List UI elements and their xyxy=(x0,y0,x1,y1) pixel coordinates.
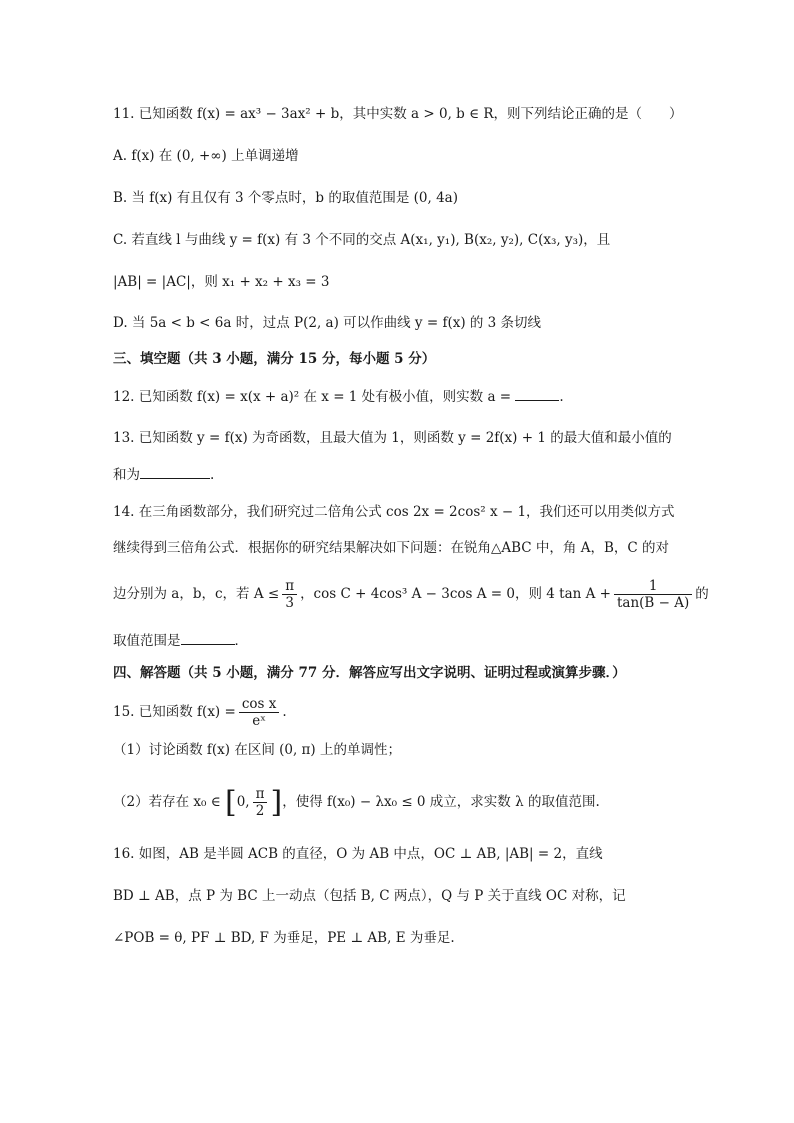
q11-option-c-line1: C. 若直线 l 与曲线 y = f(x) 有 3 个不同的交点 A(x₁, y₁), B(x₂, y₂), C(x₃, y₃)，且 xyxy=(113,232,611,248)
q15-fraction-pi-over-2 xyxy=(253,786,268,819)
q14-line2: 继续得到三倍角公式．根据你的研究结果解决如下问题：在锐角△ABC 中，角 A，B，C 的对 xyxy=(113,540,670,556)
q11-option-c-line2: |AB| = |AC|，则 x₁ + x₂ + x₃ = 3 xyxy=(113,274,330,290)
q15-part1: （1）讨论函数 f(x) 在区间 (0, π) 上的单调性； xyxy=(113,742,401,758)
q14-line1: 14. 在三角函数部分，我们研究过二倍角公式 cos 2x = 2cos² x − 1，我们还可以用类似方式 xyxy=(113,504,675,520)
q12-text: 12. 已知函数 f(x) = x(x + a)² 在 x = 1 处有极小值，则实数 a = xyxy=(113,389,512,405)
q15-stem-end: . xyxy=(282,704,287,720)
q14-line3-b: ，cos C + 4cos³ A − 3cos A = 0，则 4 tan A + xyxy=(300,586,611,602)
q13-line2-text: 和为 xyxy=(113,467,140,483)
q14-line3 xyxy=(113,574,709,614)
q15-stem xyxy=(113,692,287,732)
q13-end: . xyxy=(210,467,215,483)
q13-line2 xyxy=(113,464,214,485)
q14-frac2-den: tan(B − A) xyxy=(616,595,690,611)
q15-stem-a: 15. 已知函数 f(x) = xyxy=(113,704,236,720)
q13-answer-blank xyxy=(140,464,210,479)
q12-end: . xyxy=(559,389,564,405)
q16-line1: 16. 如图，AB 是半圆 ACB 的直径，O 为 AB 中点，OC ⊥ AB, |AB| = 2，直线 xyxy=(113,846,603,862)
q15-frac-num: cos x xyxy=(239,696,280,713)
q16-line3: ∠POB = θ, PF ⊥ BD, F 为垂足，PE ⊥ AB, E 为垂足. xyxy=(113,930,455,946)
q15-part2-b: ，使得 f(x₀) − λx₀ ≤ 0 成立，求实数 λ 的取值范围. xyxy=(282,794,600,810)
q15-fraction-cos-over-exp xyxy=(239,696,280,729)
q12-answer-blank xyxy=(515,386,559,401)
q14-frac1-den: 3 xyxy=(285,595,294,611)
q15-interval-den: 2 xyxy=(255,803,265,819)
q14-end: ． xyxy=(234,633,248,649)
q11-option-b: B. 当 f(x) 有且仅有 3 个零点时，b 的取值范围是 (0, 4a) xyxy=(113,190,458,206)
q14-fraction-1-over-tan xyxy=(614,578,692,611)
q15-part2-a: （2）若存在 x₀ ∈ xyxy=(113,794,221,810)
q15-part2 xyxy=(113,780,600,824)
interval-right-bracket-icon: ] xyxy=(270,784,283,820)
q14-frac1-num: π xyxy=(282,578,297,595)
section-4-heading: 四、解答题（共 5 小题，满分 77 分．解答应写出文字说明、证明过程或演算步骤．） xyxy=(113,665,626,681)
q16-line2: BD ⊥ AB，点 P 为 BC 上一动点（包括 B, C 两点），Q 与 P 关于直线 OC 对称，记 xyxy=(113,888,626,904)
q14-answer-blank xyxy=(181,630,235,645)
q15-interval-left: 0, xyxy=(236,794,250,810)
q11-option-d: D. 当 5a < b < 6a 时，过点 P(2, a) 可以作曲线 y = f(x) 的 3 条切线 xyxy=(113,315,542,331)
q15-interval-num: π xyxy=(253,786,268,803)
q12 xyxy=(113,386,564,407)
interval-left-bracket-icon: [ xyxy=(225,784,237,820)
q14-fraction-pi-over-3 xyxy=(282,578,297,611)
section-3-heading: 三、填空题（共 3 小题，满分 15 分，每小题 5 分） xyxy=(113,351,436,367)
q13-line1: 13. 已知函数 y = f(x) 为奇函数，且最大值为 1，则函数 y = 2f(x) + 1 的最大值和最小值的 xyxy=(113,430,672,446)
q14-line3-a: 边分别为 a，b，c，若 A ≤ xyxy=(113,586,280,602)
q14-frac2-num: 1 xyxy=(614,578,692,595)
q14-line4 xyxy=(113,630,248,651)
q14-line4-text: 取值范围是 xyxy=(113,633,181,649)
q11-option-a: A. f(x) 在 (0, +∞) 上单调递增 xyxy=(113,148,299,164)
q15-frac-den: eˣ xyxy=(252,713,266,729)
q11-stem: 11. 已知函数 f(x) = ax³ − 3ax² + b，其中实数 a > 0, b ∈ R，则下列结论正确的是（ ） xyxy=(113,106,683,122)
q14-line3-c: 的 xyxy=(695,586,709,602)
